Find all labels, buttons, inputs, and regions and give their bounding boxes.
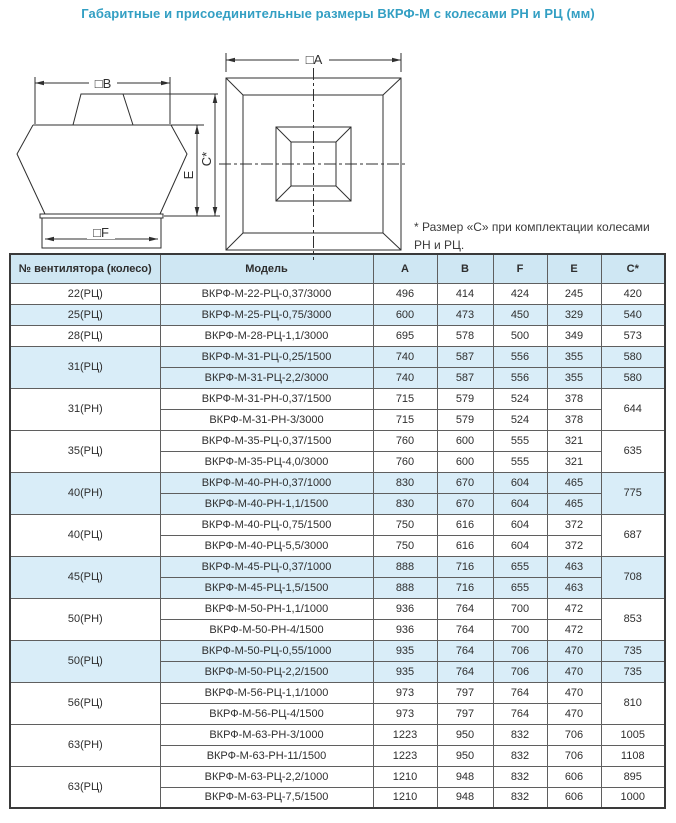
dim-f-cell: 524: [493, 388, 547, 409]
dim-b-cell: 948: [437, 787, 493, 808]
footnote-line2: РН и РЦ.: [414, 238, 465, 252]
dim-f-cell: 700: [493, 598, 547, 619]
fan-number-cell: 50(РН): [10, 598, 160, 640]
dim-b-cell: 716: [437, 577, 493, 598]
dim-e-cell: 329: [547, 304, 601, 325]
dim-b-cell: 670: [437, 493, 493, 514]
dim-f-cell: 604: [493, 493, 547, 514]
dim-f-cell: 556: [493, 367, 547, 388]
model-cell: ВКРФ-М-56-РЦ-1,1/1000: [160, 682, 373, 703]
dim-e-cell: 470: [547, 640, 601, 661]
footnote: [414, 218, 670, 254]
model-cell: ВКРФ-М-45-РЦ-0,37/1000: [160, 556, 373, 577]
table-row: [10, 388, 665, 409]
dim-b-cell: 616: [437, 514, 493, 535]
dim-c-cell: 580: [601, 367, 665, 388]
dim-e-cell: 378: [547, 388, 601, 409]
dim-e-cell: 372: [547, 514, 601, 535]
dim-label-e: E: [181, 170, 196, 180]
dim-a-cell: 1223: [373, 724, 437, 745]
dim-f-cell: 832: [493, 745, 547, 766]
table-row: [10, 346, 665, 367]
header-dim-a: A: [373, 254, 437, 283]
dim-e-cell: 355: [547, 367, 601, 388]
dim-e-cell: 355: [547, 346, 601, 367]
dim-f-cell: 500: [493, 325, 547, 346]
model-cell: ВКРФ-М-45-РЦ-1,5/1500: [160, 577, 373, 598]
dim-e-cell: 606: [547, 787, 601, 808]
dim-b-cell: 414: [437, 283, 493, 304]
header-dim-b: B: [437, 254, 493, 283]
dim-e-cell: 245: [547, 283, 601, 304]
dim-label-a: □A: [305, 52, 323, 67]
header-model: Модель: [160, 254, 373, 283]
dim-a-cell: 888: [373, 556, 437, 577]
dim-a-cell: 830: [373, 472, 437, 493]
dim-a-cell: 715: [373, 388, 437, 409]
model-cell: ВКРФ-М-31-РЦ-2,2/3000: [160, 367, 373, 388]
dim-b-cell: 764: [437, 619, 493, 640]
dim-c-cell: 735: [601, 640, 665, 661]
dim-a-cell: 1210: [373, 787, 437, 808]
dim-e-cell: 706: [547, 724, 601, 745]
model-cell: ВКРФ-М-22-РЦ-0,37/3000: [160, 283, 373, 304]
dim-f-cell: 832: [493, 724, 547, 745]
dim-b-cell: 473: [437, 304, 493, 325]
table-row: [10, 325, 665, 346]
dim-f-cell: 424: [493, 283, 547, 304]
dim-a-cell: 760: [373, 451, 437, 472]
fan-number-cell: 40(РЦ): [10, 514, 160, 556]
dim-f-cell: 555: [493, 430, 547, 451]
table-row: [10, 682, 665, 703]
dim-b-cell: 600: [437, 430, 493, 451]
dimension-drawings: [0, 21, 676, 253]
dim-c-cell: 420: [601, 283, 665, 304]
table-row: [10, 430, 665, 451]
dim-c-cell: 895: [601, 766, 665, 787]
dim-e-cell: 470: [547, 703, 601, 724]
motor-cap-outline: [73, 94, 133, 125]
dim-a-cell: 1223: [373, 745, 437, 766]
fan-number-cell: 45(РЦ): [10, 556, 160, 598]
model-cell: ВКРФ-М-56-РЦ-4/1500: [160, 703, 373, 724]
fan-number-cell: 56(РЦ): [10, 682, 160, 724]
dim-a-cell: 496: [373, 283, 437, 304]
dim-a-cell: 973: [373, 682, 437, 703]
dim-c-cell: 540: [601, 304, 665, 325]
table-row: [10, 766, 665, 787]
dim-a-cell: 600: [373, 304, 437, 325]
dim-f-cell: 655: [493, 556, 547, 577]
fan-number-cell: 63(РЦ): [10, 766, 160, 808]
dim-f-cell: 655: [493, 577, 547, 598]
dim-c-cell: 735: [601, 661, 665, 682]
model-cell: ВКРФ-М-40-РН-0,37/1000: [160, 472, 373, 493]
dim-f-cell: 604: [493, 535, 547, 556]
dim-a-cell: 695: [373, 325, 437, 346]
dim-c-cell: 1108: [601, 745, 665, 766]
model-cell: ВКРФ-М-31-РЦ-0,25/1500: [160, 346, 373, 367]
dim-b-cell: 670: [437, 472, 493, 493]
dim-b-cell: 797: [437, 682, 493, 703]
model-cell: ВКРФ-М-50-РЦ-0,55/1000: [160, 640, 373, 661]
model-cell: ВКРФ-М-40-РН-1,1/1500: [160, 493, 373, 514]
model-cell: ВКРФ-М-28-РЦ-1,1/3000: [160, 325, 373, 346]
fan-number-cell: 35(РЦ): [10, 430, 160, 472]
dim-b-cell: 948: [437, 766, 493, 787]
dim-a-cell: 740: [373, 367, 437, 388]
model-cell: ВКРФ-М-63-РН-3/1000: [160, 724, 373, 745]
table-row: [10, 472, 665, 493]
dim-f-cell: 524: [493, 409, 547, 430]
dim-b-cell: 764: [437, 661, 493, 682]
dim-f-cell: 706: [493, 640, 547, 661]
model-cell: ВКРФ-М-31-РН-0,37/1500: [160, 388, 373, 409]
dim-c-cell: 853: [601, 598, 665, 640]
model-cell: ВКРФ-М-35-РЦ-4,0/3000: [160, 451, 373, 472]
dim-f-cell: 604: [493, 472, 547, 493]
model-cell: ВКРФ-М-50-РН-4/1500: [160, 619, 373, 640]
table-row: [10, 556, 665, 577]
fan-body-outline: [17, 125, 45, 214]
dim-b-cell: 578: [437, 325, 493, 346]
dim-e-cell: 378: [547, 409, 601, 430]
dim-a-cell: 760: [373, 430, 437, 451]
dim-a-cell: 935: [373, 661, 437, 682]
footnote-line1: * Размер «С» при комплектации колесами: [414, 220, 650, 234]
dim-e-cell: 606: [547, 766, 601, 787]
header-dim-f: F: [493, 254, 547, 283]
dim-a-cell: 936: [373, 598, 437, 619]
dim-f-cell: 450: [493, 304, 547, 325]
dim-c-cell: 573: [601, 325, 665, 346]
dim-label-f: □F: [93, 225, 109, 240]
dim-e-cell: 463: [547, 577, 601, 598]
dim-b-cell: 764: [437, 640, 493, 661]
dim-label-b: □B: [94, 76, 112, 91]
page-title: Габаритные и присоединительные размеры ВКРФ-М с колесами РН и РЦ (мм): [81, 6, 595, 21]
dim-e-cell: 321: [547, 430, 601, 451]
dim-f-cell: 700: [493, 619, 547, 640]
dim-e-cell: 470: [547, 682, 601, 703]
fan-number-cell: 63(РН): [10, 724, 160, 766]
dim-a-cell: 935: [373, 640, 437, 661]
model-cell: ВКРФ-М-63-РН-11/1500: [160, 745, 373, 766]
fan-number-cell: 50(РЦ): [10, 640, 160, 682]
dim-a-cell: 715: [373, 409, 437, 430]
base-flange: [40, 214, 163, 218]
header-dim-c: C*: [601, 254, 665, 283]
fan-number-cell: 40(РН): [10, 472, 160, 514]
dim-f-cell: 555: [493, 451, 547, 472]
dim-b-cell: 797: [437, 703, 493, 724]
dim-c-cell: 1005: [601, 724, 665, 745]
dim-f-cell: 764: [493, 703, 547, 724]
dim-c-cell: 635: [601, 430, 665, 472]
dim-e-cell: 706: [547, 745, 601, 766]
dim-e-cell: 465: [547, 493, 601, 514]
dim-b-cell: 616: [437, 535, 493, 556]
dim-f-cell: 832: [493, 787, 547, 808]
dim-a-cell: 973: [373, 703, 437, 724]
model-cell: ВКРФ-М-63-РЦ-7,5/1500: [160, 787, 373, 808]
dim-a-cell: 936: [373, 619, 437, 640]
model-cell: ВКРФ-М-50-РН-1,1/1000: [160, 598, 373, 619]
dim-b-cell: 587: [437, 367, 493, 388]
table-row: [10, 304, 665, 325]
dim-e-cell: 472: [547, 619, 601, 640]
dim-f-cell: 706: [493, 661, 547, 682]
dim-f-cell: 764: [493, 682, 547, 703]
table-row: [10, 598, 665, 619]
table-row: [10, 514, 665, 535]
fan-number-cell: 31(РЦ): [10, 346, 160, 388]
dim-f-cell: 604: [493, 514, 547, 535]
model-cell: ВКРФ-М-63-РЦ-2,2/1000: [160, 766, 373, 787]
dim-a-cell: 1210: [373, 766, 437, 787]
dim-b-cell: 587: [437, 346, 493, 367]
dim-f-cell: 556: [493, 346, 547, 367]
fan-number-cell: 31(РН): [10, 388, 160, 430]
model-cell: ВКРФ-М-40-РЦ-5,5/3000: [160, 535, 373, 556]
fan-top-view-drawing: [205, 47, 420, 265]
dimensions-table: [9, 253, 666, 809]
dim-b-cell: 950: [437, 724, 493, 745]
dim-a-cell: 750: [373, 535, 437, 556]
dim-e-cell: 465: [547, 472, 601, 493]
model-cell: ВКРФ-М-50-РЦ-2,2/1500: [160, 661, 373, 682]
fan-number-cell: 22(РЦ): [10, 283, 160, 304]
header-dim-e: E: [547, 254, 601, 283]
dim-c-cell: 810: [601, 682, 665, 724]
dim-e-cell: 321: [547, 451, 601, 472]
dim-b-cell: 579: [437, 409, 493, 430]
dim-label-c: C*: [199, 151, 214, 167]
dim-b-cell: 764: [437, 598, 493, 619]
model-cell: ВКРФ-М-35-РЦ-0,37/1500: [160, 430, 373, 451]
dim-e-cell: 463: [547, 556, 601, 577]
model-cell: ВКРФ-М-31-РН-3/3000: [160, 409, 373, 430]
dim-a-cell: 740: [373, 346, 437, 367]
fan-number-cell: 25(РЦ): [10, 304, 160, 325]
dim-b-cell: 600: [437, 451, 493, 472]
dim-b-cell: 950: [437, 745, 493, 766]
dim-c-cell: 775: [601, 472, 665, 514]
dim-c-cell: 687: [601, 514, 665, 556]
model-cell: ВКРФ-М-40-РЦ-0,75/1500: [160, 514, 373, 535]
dim-c-cell: 580: [601, 346, 665, 367]
header-fan-number: № вентилятора (колесо): [10, 254, 160, 283]
size-table-body: [10, 283, 665, 808]
dim-a-cell: 830: [373, 493, 437, 514]
table-row: [10, 640, 665, 661]
table-row: [10, 283, 665, 304]
fan-side-view-drawing: [8, 57, 220, 257]
table-row: [10, 724, 665, 745]
dim-a-cell: 888: [373, 577, 437, 598]
dim-e-cell: 372: [547, 535, 601, 556]
dim-b-cell: 579: [437, 388, 493, 409]
model-cell: ВКРФ-М-25-РЦ-0,75/3000: [160, 304, 373, 325]
dim-c-cell: 708: [601, 556, 665, 598]
dim-e-cell: 472: [547, 598, 601, 619]
dim-b-cell: 716: [437, 556, 493, 577]
dim-a-cell: 750: [373, 514, 437, 535]
fan-number-cell: 28(РЦ): [10, 325, 160, 346]
dim-f-cell: 832: [493, 766, 547, 787]
dim-e-cell: 470: [547, 661, 601, 682]
dim-e-cell: 349: [547, 325, 601, 346]
dim-c-cell: 1000: [601, 787, 665, 808]
dim-c-cell: 644: [601, 388, 665, 430]
